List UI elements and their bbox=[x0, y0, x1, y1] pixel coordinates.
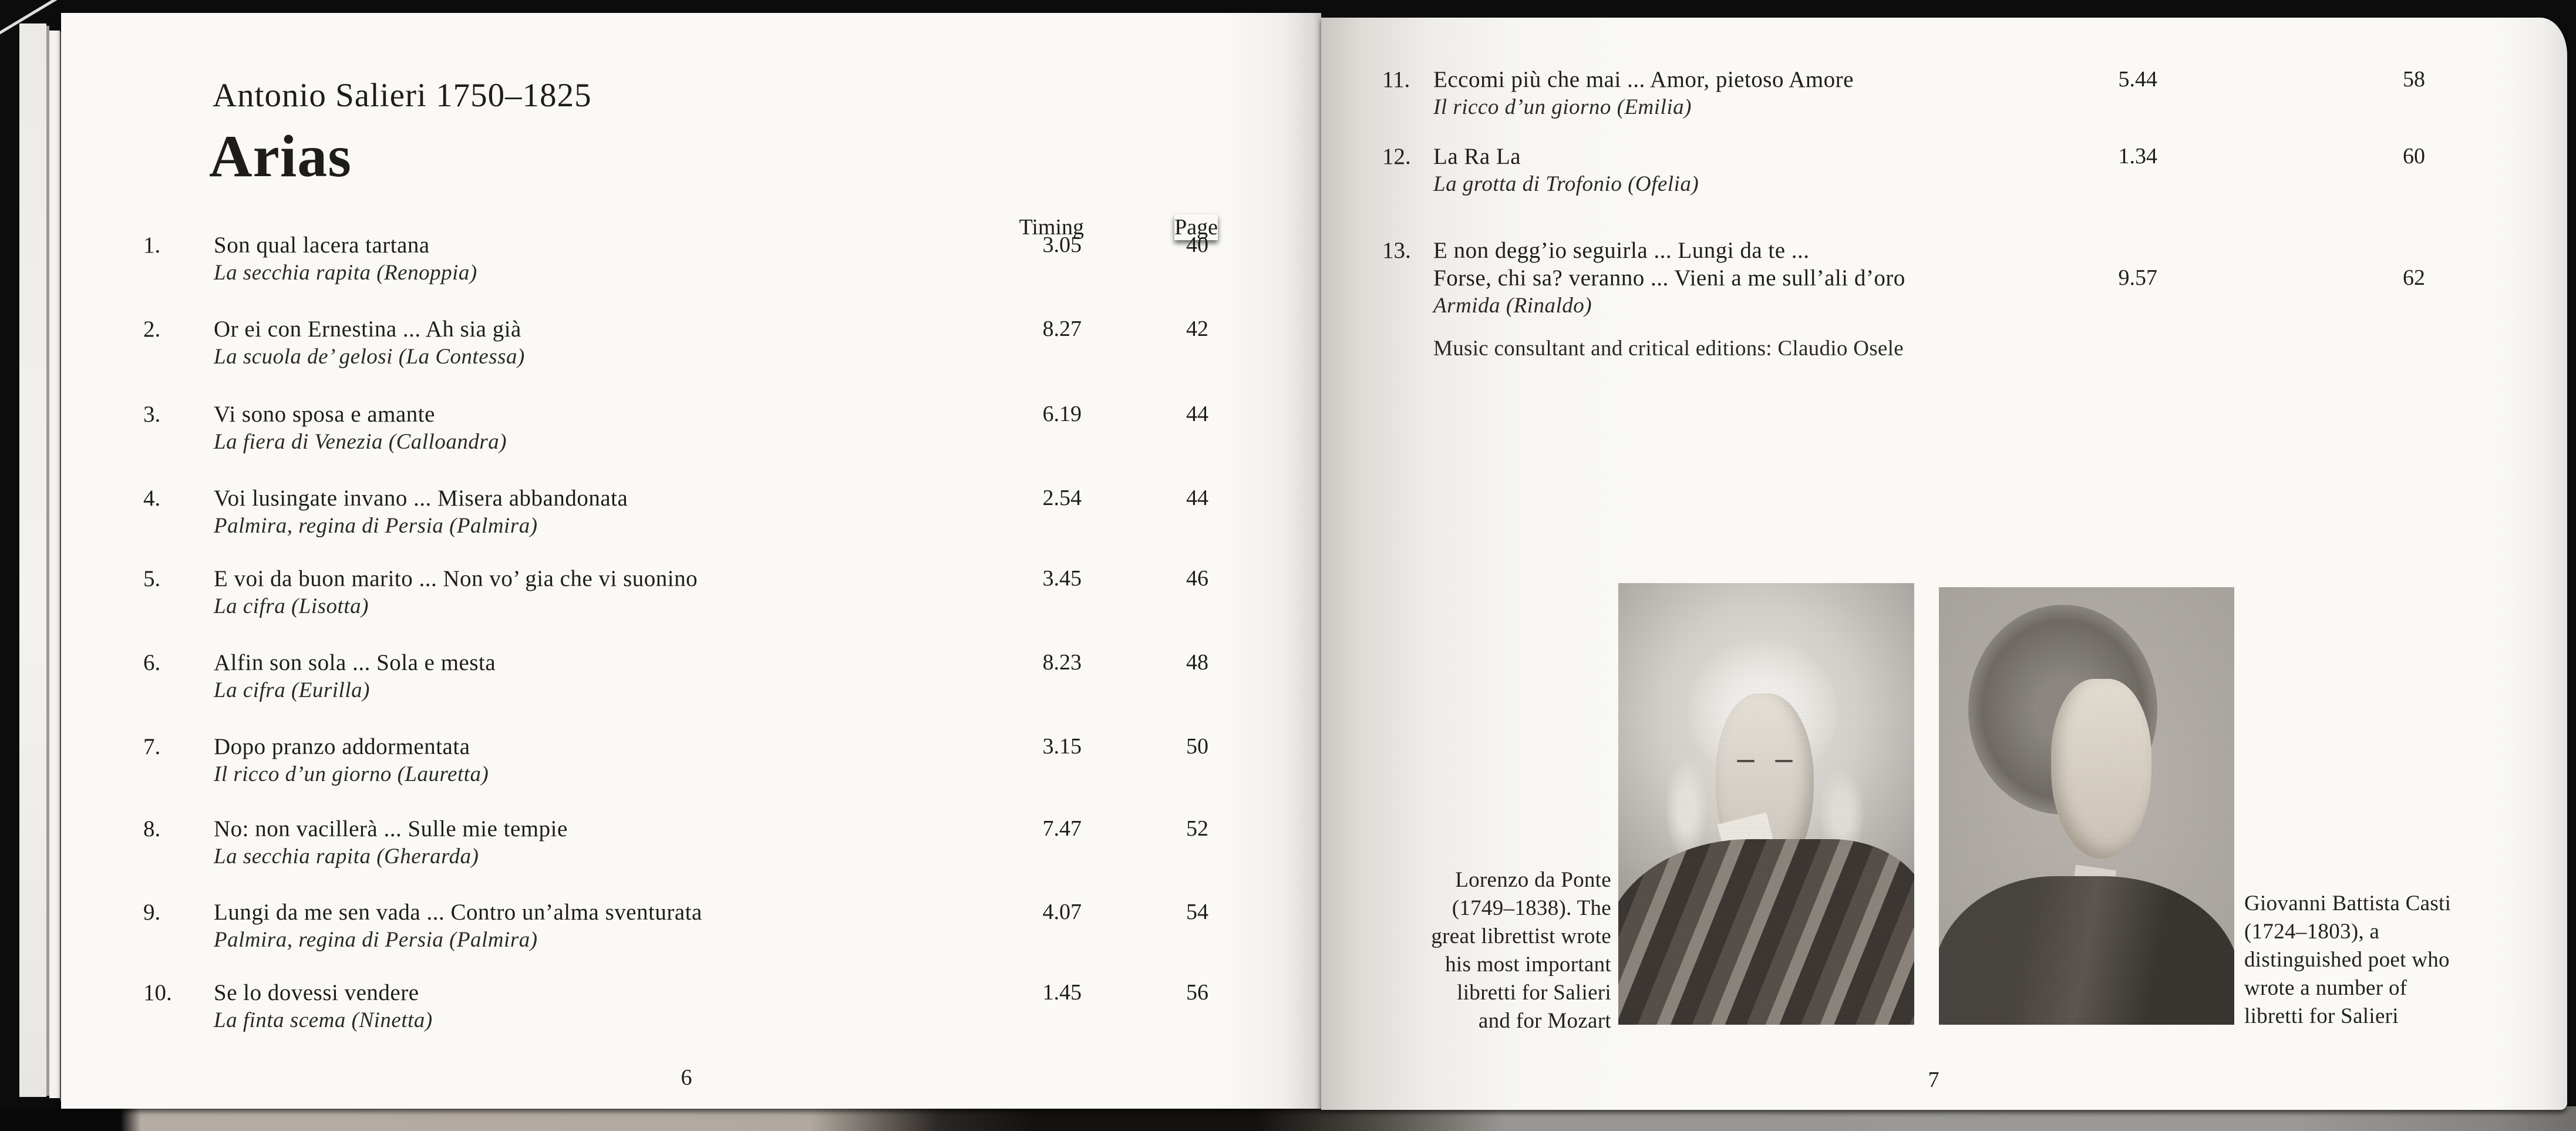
track-title: Alfin son sola ... Sola e mesta bbox=[214, 650, 496, 675]
track-row bbox=[61, 566, 1321, 636]
track-source: La finta scema (Ninetta) bbox=[214, 1008, 433, 1032]
track-timing: 7.47 bbox=[1042, 816, 1082, 841]
track-row bbox=[61, 899, 1321, 970]
track-timing: 8.27 bbox=[1042, 317, 1082, 341]
track-page: 50 bbox=[1186, 734, 1208, 759]
caption-line: (1749–1838). The bbox=[1452, 896, 1611, 920]
track-row bbox=[1321, 66, 2567, 137]
track-page: 54 bbox=[1186, 900, 1208, 924]
track-source: La cifra (Eurilla) bbox=[214, 678, 370, 702]
page-stack-edge-2 bbox=[49, 31, 60, 1098]
track-timing: 9.57 bbox=[2118, 265, 2157, 290]
engraving-texture bbox=[1618, 583, 1914, 1025]
caption-line: Giovanni Battista Casti bbox=[2244, 891, 2452, 915]
track-source: La scuola de’ gelosi (La Contessa) bbox=[214, 345, 525, 369]
track-number: 6. bbox=[143, 650, 161, 675]
track-page: 42 bbox=[1186, 317, 1208, 341]
folio-number: 6 bbox=[681, 1065, 692, 1090]
track-page: 40 bbox=[1186, 233, 1208, 257]
track-source: La cifra (Lisotta) bbox=[214, 594, 369, 618]
track-page: 44 bbox=[1186, 402, 1208, 426]
column-header-page: Page bbox=[1174, 215, 1218, 240]
track-timing: 2.54 bbox=[1042, 486, 1082, 510]
track-timing: 8.23 bbox=[1042, 650, 1082, 675]
caption-da-ponte bbox=[1382, 866, 1611, 1035]
portrait-casti bbox=[1939, 587, 2234, 1025]
track-source: La secchia rapita (Renoppia) bbox=[214, 261, 477, 285]
track-source: Il ricco d’un giorno (Lauretta) bbox=[214, 762, 489, 786]
track-page: 46 bbox=[1186, 566, 1208, 591]
scanner-background bbox=[0, 1106, 2576, 1131]
track-number: 4. bbox=[143, 486, 161, 511]
track-row bbox=[61, 816, 1321, 886]
track-title: La Ra La bbox=[1433, 144, 1521, 169]
track-page: 58 bbox=[2403, 67, 2425, 92]
track-timing: 3.45 bbox=[1042, 566, 1082, 591]
track-page: 44 bbox=[1186, 486, 1208, 510]
booklet-page-left bbox=[61, 13, 1321, 1109]
credit-line: Music consultant and critical editions: Claudio Osele bbox=[1433, 336, 1904, 361]
track-title: Or ei con Ernestina ... Ah sia già bbox=[214, 317, 521, 342]
track-title: Eccomi più che mai ... Amor, pietoso Amore bbox=[1433, 67, 1854, 92]
caption-line: Lorenzo da Ponte bbox=[1455, 868, 1611, 892]
track-row bbox=[1321, 143, 2567, 214]
track-number: 12. bbox=[1382, 144, 1411, 169]
track-row bbox=[61, 733, 1321, 804]
track-timing: 1.45 bbox=[1042, 980, 1082, 1005]
track-row bbox=[61, 485, 1321, 556]
track-timing: 4.07 bbox=[1042, 900, 1082, 924]
caption-line: wrote a number of bbox=[2244, 976, 2407, 1000]
track-title-line1: E non degg’io seguirla ... Lungi da te ... bbox=[1433, 238, 1810, 263]
caption-line: (1724–1803), a bbox=[2244, 920, 2380, 944]
folio-number: 7 bbox=[1928, 1068, 1939, 1092]
column-header-timing: Timing bbox=[1019, 215, 1084, 240]
track-page: 56 bbox=[1186, 980, 1208, 1005]
track-page: 60 bbox=[2403, 144, 2425, 169]
track-row bbox=[61, 316, 1321, 386]
track-source: Palmira, regina di Persia (Palmira) bbox=[214, 514, 538, 538]
track-title: Son qual lacera tartana bbox=[214, 233, 430, 258]
track-timing: 6.19 bbox=[1042, 402, 1082, 426]
track-title: Voi lusingate invano ... Misera abbandonata bbox=[214, 486, 628, 511]
track-source: Palmira, regina di Persia (Palmira) bbox=[214, 928, 538, 952]
track-timing: 3.15 bbox=[1042, 734, 1082, 759]
track-page: 52 bbox=[1186, 816, 1208, 841]
portrait-da-ponte bbox=[1618, 583, 1914, 1025]
track-source: Il ricco d’un giorno (Emilia) bbox=[1433, 95, 1692, 119]
track-title-line2: Forse, chi sa? veranno ... Vieni a me sull’ali d’oro bbox=[1433, 265, 1905, 291]
track-row bbox=[61, 649, 1321, 720]
track-row bbox=[1321, 237, 2567, 318]
track-source: Armida (Rinaldo) bbox=[1433, 294, 1592, 318]
track-number: 13. bbox=[1382, 238, 1411, 263]
page-stack-edge bbox=[19, 23, 46, 1097]
track-row bbox=[61, 979, 1321, 1050]
track-title: Se lo dovessi vendere bbox=[214, 980, 419, 1005]
track-number: 10. bbox=[143, 980, 172, 1005]
track-number: 11. bbox=[1382, 67, 1410, 92]
track-timing: 3.05 bbox=[1042, 233, 1082, 257]
booklet-page-right bbox=[1321, 18, 2567, 1110]
track-title: E voi da buon marito ... Non vo’ gia che vi suonino bbox=[214, 566, 698, 591]
track-page: 48 bbox=[1186, 650, 1208, 675]
track-title: No: non vacillerà ... Sulle mie tempie bbox=[214, 816, 568, 841]
caption-line: libretti for Salieri bbox=[1457, 981, 1611, 1005]
track-number: 7. bbox=[143, 734, 161, 759]
engraving-texture bbox=[1939, 587, 2234, 1025]
track-row bbox=[61, 232, 1321, 302]
track-row bbox=[61, 401, 1321, 472]
track-title: Vi sono sposa e amante bbox=[214, 402, 435, 427]
track-number: 2. bbox=[143, 317, 161, 342]
caption-line: and for Mozart bbox=[1478, 1009, 1611, 1033]
track-timing: 1.34 bbox=[2118, 144, 2157, 169]
track-title: Lungi da me sen vada ... Contro un’alma sventurata bbox=[214, 900, 702, 925]
composer-heading: Antonio Salieri 1750–1825 bbox=[213, 77, 592, 114]
track-number: 8. bbox=[143, 816, 161, 841]
caption-line: his most important bbox=[1445, 952, 1611, 977]
track-timing: 5.44 bbox=[2118, 67, 2157, 92]
track-source: La fiera di Venezia (Calloandra) bbox=[214, 430, 507, 454]
caption-line: great librettist wrote bbox=[1431, 924, 1611, 948]
track-number: 3. bbox=[143, 402, 161, 427]
caption-casti bbox=[2244, 890, 2520, 1031]
page-title: Arias bbox=[209, 123, 352, 190]
caption-line: libretti for Salieri bbox=[2244, 1004, 2399, 1028]
track-number: 1. bbox=[143, 233, 161, 258]
track-number: 5. bbox=[143, 566, 161, 591]
track-source: La grotta di Trofonio (Ofelia) bbox=[1433, 172, 1699, 196]
track-number: 9. bbox=[143, 900, 161, 925]
track-source: La secchia rapita (Gherarda) bbox=[214, 844, 479, 869]
caption-line: distinguished poet who bbox=[2244, 948, 2450, 972]
track-page: 62 bbox=[2403, 265, 2425, 290]
track-title: Dopo pranzo addormentata bbox=[214, 734, 470, 759]
